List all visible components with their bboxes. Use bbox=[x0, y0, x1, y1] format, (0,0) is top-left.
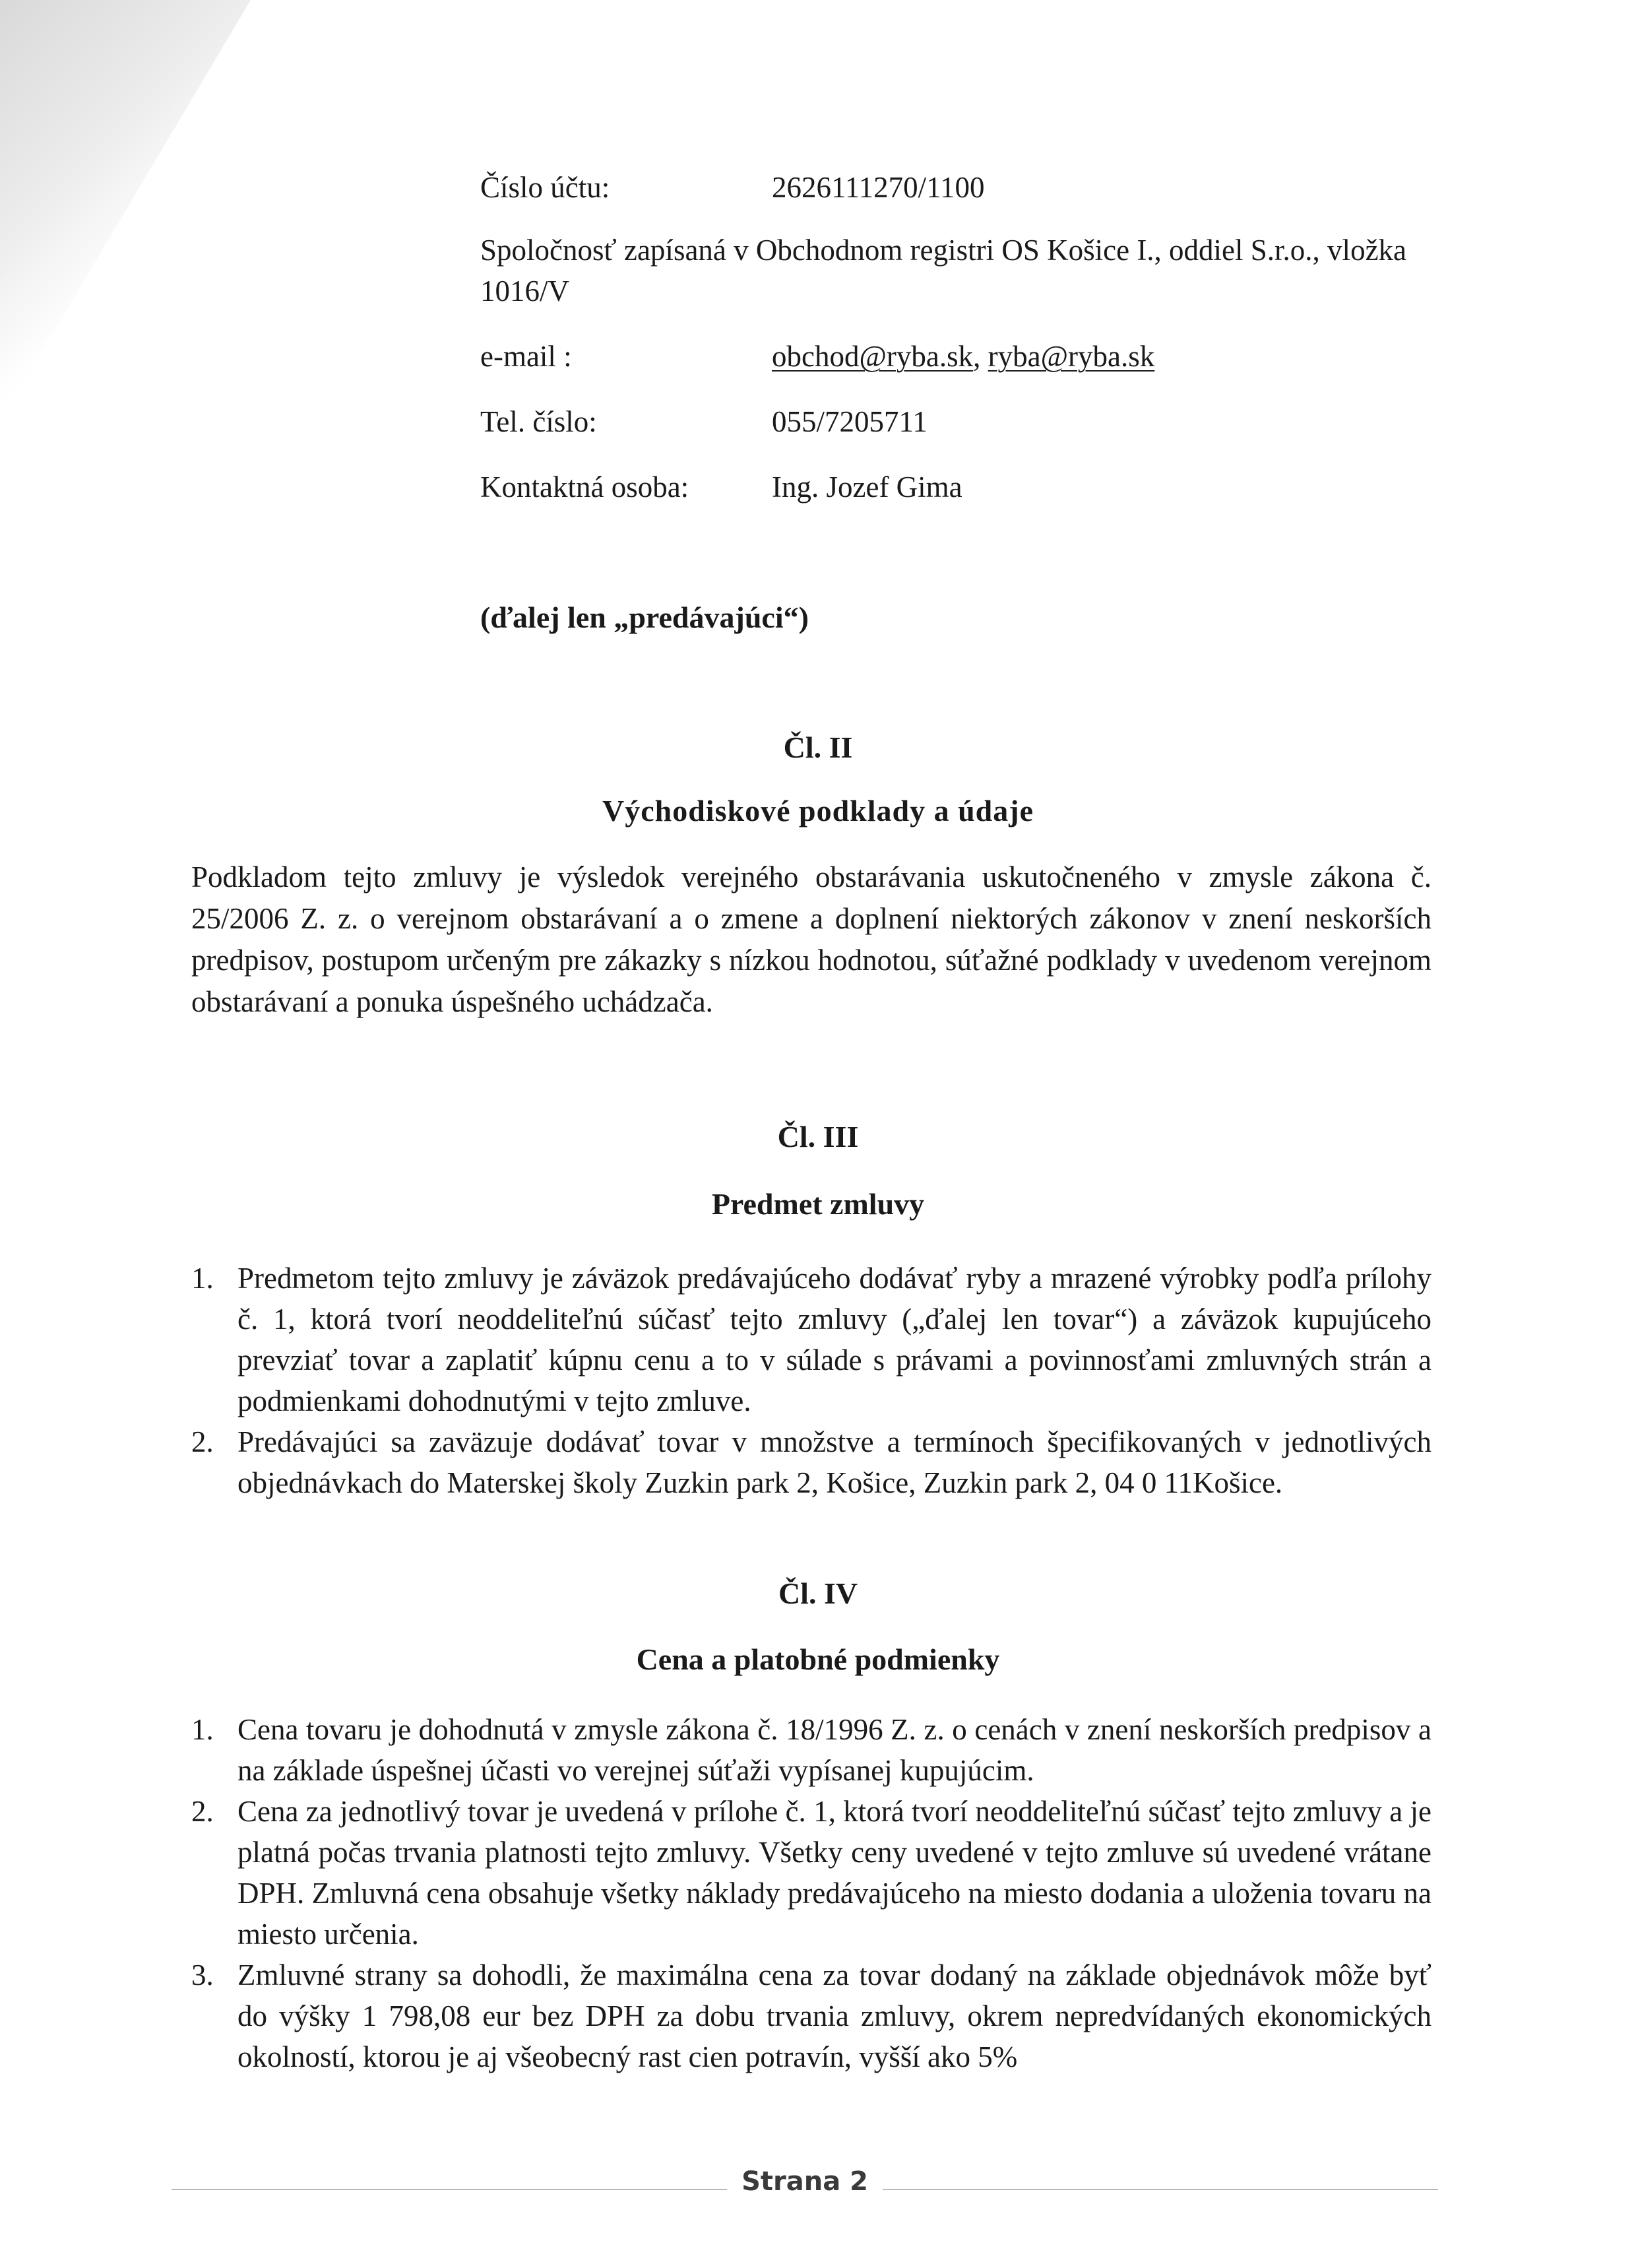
list-item-number: 1. bbox=[191, 1713, 214, 1746]
article-2-text: Podkladom tejto zmluvy je výsledok verejného obstarávania uskutočneného v zmysle zákona č. 25/2006 Z. z. o verejnom obstarávaní a o zmene a doplnení niektorých zákonov v znení neskorších predpisov, postupom určeným pre zákazky s nízkou hodnotou, súťažné podklady v uvedenom verejnom obstarávaní a ponuka úspešného uchádzača. bbox=[191, 860, 1432, 1018]
page-number: Strana 2 bbox=[741, 2166, 868, 2197]
email-label: e-mail : bbox=[480, 340, 572, 373]
account-label: Číslo účtu: bbox=[480, 171, 610, 204]
list-item-text: Zmluvné strany sa dohodli, že maximálna cena za tovar dodaný na základe objednávok môže byť do výšky 1 798,08 eur bez DPH za dobu trvania zmluvy, okrem nepredvídaných ekonomických okolností, ktorou je aj všeobecný rast cien potravín, vyšší ako 5% bbox=[237, 1959, 1432, 2073]
footer-rule-left bbox=[172, 2189, 727, 2190]
list-item-text: Cena za jednotlivý tovar je uvedená v prílohe č. 1, ktorá tvorí neoddeliteľnú súčasť tejto zmluvy a je platná počas trvania platnosti tejto zmluvy. Všetky ceny uvedené v tejto zmluve sú uvedené vrátane DPH. Zmluvná cena obsahuje všetky náklady predávajúceho na miesto dodania a uloženia tovaru na miesto určenia. bbox=[237, 1795, 1432, 1951]
list-item-text: Cena tovaru je dohodnutá v zmysle zákona č. 18/1996 Z. z. o cenách v znení neskorších predpisov a na základe úspešnej účasti vo verejnej súťaži vypísanej kupujúcim. bbox=[237, 1713, 1432, 1787]
email-link-obchod[interactable]: obchod@ryba.sk bbox=[772, 340, 974, 373]
list-item bbox=[191, 1955, 1432, 2077]
page-footer bbox=[172, 2166, 1438, 2206]
list-item bbox=[191, 1421, 1432, 1503]
article-2-title: Východiskové podklady a údaje bbox=[602, 794, 1034, 827]
list-item-text: Predávajúci sa zaväzuje dodávať tovar v množstve a termínoch špecifikovaných v jednotlivých objednávkach do Materskej školy Zuzkin park 2, Košice, Zuzkin park 2, 04 0 11Košice. bbox=[237, 1425, 1432, 1499]
list-item-text: Predmetom tejto zmluvy je záväzok predávajúceho dodávať ryby a mrazené výrobky podľa prílohy č. 1, ktorá tvorí neoddeliteľnú súčasť tejto zmluvy („ďalej len tovar“) a záväzok kupujúceho prevziať tovar a zaplatiť kúpnu cenu a to v súlade s právami a povinnosťami zmluvných strán a podmienkami dohodnutými v tejto zmluve. bbox=[237, 1262, 1432, 1417]
article-3-list bbox=[191, 1258, 1432, 1503]
email-link-ryba[interactable]: ryba@ryba.sk bbox=[988, 340, 1155, 373]
footer-rule-right bbox=[883, 2189, 1438, 2190]
email-values bbox=[772, 335, 1154, 377]
list-item bbox=[191, 1258, 1432, 1421]
phone-value: 055/7205711 bbox=[772, 405, 928, 438]
list-item bbox=[191, 1709, 1432, 1791]
article-4-number: Čl. IV bbox=[778, 1576, 858, 1610]
list-item-number: 3. bbox=[191, 1959, 214, 1992]
account-value: 2626111270/1100 bbox=[772, 171, 985, 204]
phone-label: Tel. číslo: bbox=[480, 405, 597, 438]
article-3-title: Predmet zmluvy bbox=[711, 1187, 925, 1221]
article-2-number: Čl. II bbox=[783, 730, 853, 764]
email-separator: , bbox=[973, 340, 988, 373]
article-4-title: Cena a platobné podmienky bbox=[636, 1642, 1000, 1676]
contact-person-value: Ing. Jozef Gima bbox=[772, 470, 962, 503]
party-alias: (ďalej len „predávajúci“) bbox=[480, 600, 809, 634]
article-4-list bbox=[191, 1709, 1432, 2077]
contact-person-label: Kontaktná osoba: bbox=[480, 470, 689, 503]
list-item bbox=[191, 1791, 1432, 1955]
registration-note: Spoločnosť zapísaná v Obchodnom registri OS Košice I., oddiel S.r.o., vložka 1016/V bbox=[480, 234, 1407, 308]
scan-corner-fold bbox=[0, 0, 251, 422]
list-item-number: 2. bbox=[191, 1425, 214, 1458]
article-3-number: Čl. III bbox=[777, 1120, 859, 1153]
list-item-number: 1. bbox=[191, 1262, 214, 1295]
list-item-number: 2. bbox=[191, 1795, 214, 1828]
